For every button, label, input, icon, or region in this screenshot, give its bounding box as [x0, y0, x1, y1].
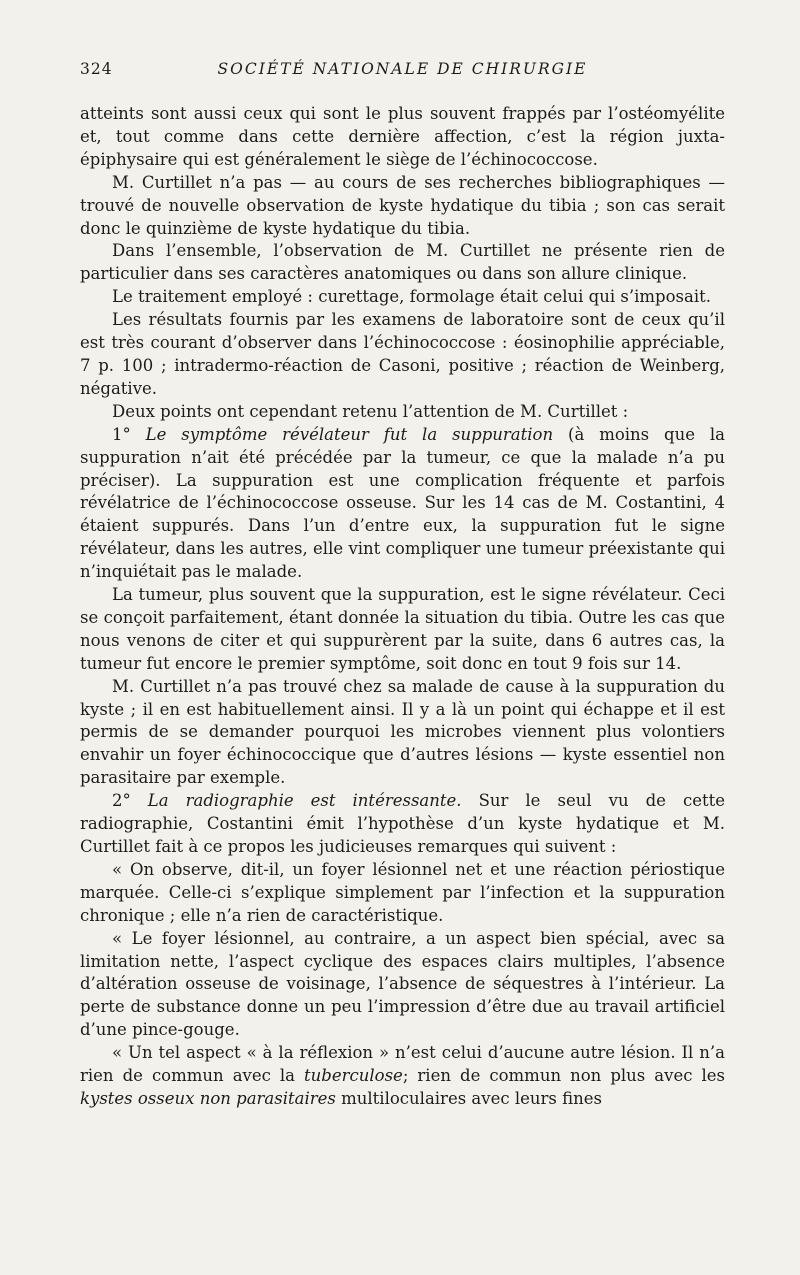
term-tuberculose: tuberculose: [304, 1066, 403, 1086]
paragraph-7: [80, 424, 725, 584]
page-number: 324: [80, 60, 113, 78]
paragraph-13-text-c: multiloculaires avec leurs fines: [341, 1088, 602, 1108]
point-heading-1: Le symptôme révélateur fut la suppuration: [145, 424, 554, 444]
paragraph-13-text-b: ; rien de commun non plus avec les: [402, 1066, 725, 1086]
point-heading-2: La radiographie est intéressante.: [147, 791, 462, 811]
running-title: SOCIÉTÉ NATIONALE DE CHIRURGIE: [217, 60, 588, 78]
paragraph-11: « On observe, dit-il, un foyer lésionnel net et une réaction périostique marquée. Celle-ci s’explique simplement par l’infection et la suppuration chronique ; elle n’a rien de caractéristique.: [80, 859, 725, 925]
paragraph-2: M. Curtillet n’a pas — au cours de ses recherches bibliographiques — trouvé de nouvelle observation de kyste hydatique du tibia ; son cas serait donc le quinzième de kyste hydatique du tibia.: [80, 172, 725, 238]
paragraph-6: Deux points ont cependant retenu l’attention de M. Curtillet :: [112, 401, 629, 421]
paragraph-10-text: Sur le seul vu de cette radiographie, Costantini émit l’hypothèse d’un kyste hydatique et M. Curtillet fait à ce propos les judicieuses remarques qui suivent :: [80, 791, 725, 856]
paragraph-3: Dans l’ensemble, l’observation de M. Curtillet ne présente rien de particulier dans ses caractères anatomiques ou dans son allure clinique.: [80, 241, 725, 284]
paragraph-9: M. Curtillet n’a pas trouvé chez sa malade de cause à la suppuration du kyste ; il en est habituellement ainsi. Il y a là un point qui échappe et il est permis de se demander pourquoi les microbes viennent plus volontiers envahir un foyer échinococcique que d’autres lésions — kyste essentiel non parasitaire par exemple.: [80, 676, 725, 788]
paragraph-13: [80, 1042, 725, 1111]
paragraph-8: La tumeur, plus souvent que la suppuration, est le signe révélateur. Ceci se conçoit parfaitement, étant donnée la situation du tibia. Outre les cas que nous venons de citer et qui suppurèrent par la suite, dans 6 autres cas, la tumeur fut encore le premier symptôme, soit donc en tout 9 fois sur 14.: [80, 585, 725, 673]
page-header: [80, 60, 725, 84]
paragraph-13-text-a: « Un tel aspect « à la réflexion » n’est celui d’aucune autre lésion. Il n’a rien de commun avec la: [80, 1043, 725, 1086]
term-kystes-osseux: kystes osseux non parasitaires: [80, 1088, 336, 1108]
paragraph-7-text: (à moins que la suppuration n’ait été précédée par la tumeur, ce que la malade n’a pu préciser). La suppuration est une complication fréquente et parfois révélatrice de l’échinococcose osseuse. Sur les 14 cas de M. Costantini, 4 étaient suppurés. Dans l’un d’entre eux, la suppuration fut le signe révélateur, dans les autres, elle vint compliquer une tumeur préexistante qui n’inquiétait pas le malade.: [80, 424, 726, 582]
point-number-2: 2°: [112, 791, 131, 811]
paragraph-4: Le traitement employé : curettage, formolage était celui qui s’imposait.: [112, 287, 711, 307]
paragraph-10: [80, 790, 725, 859]
body-text: [80, 103, 725, 1111]
paragraph-12: « Le foyer lésionnel, au contraire, a un aspect bien spécial, avec sa limitation nette, l’aspect cyclique des espaces clairs multiples, l’absence d’altération osseuse de voisinage, l’absence de séquestres à l’intérieur. La perte de substance donne un peu l’impression d’être due au travail artificiel d’une pince-gouge.: [80, 928, 725, 1040]
paragraph-5: Les résultats fournis par les examens de laboratoire sont de ceux qu’il est très courant d’observer dans l’échinococcose : éosinophilie appréciable, 7 p. 100 ; intradermo-réaction de Casoni, positive ; réaction de Weinberg, négative.: [80, 310, 725, 398]
paragraph-1: atteints sont aussi ceux qui sont le plus souvent frappés par l’ostéomyélite et, tout comme dans cette dernière affection, c’est la région juxta-épiphysaire qui est généralement le siège de l’échinococcose.: [80, 104, 725, 169]
point-number-1: 1°: [112, 424, 131, 444]
